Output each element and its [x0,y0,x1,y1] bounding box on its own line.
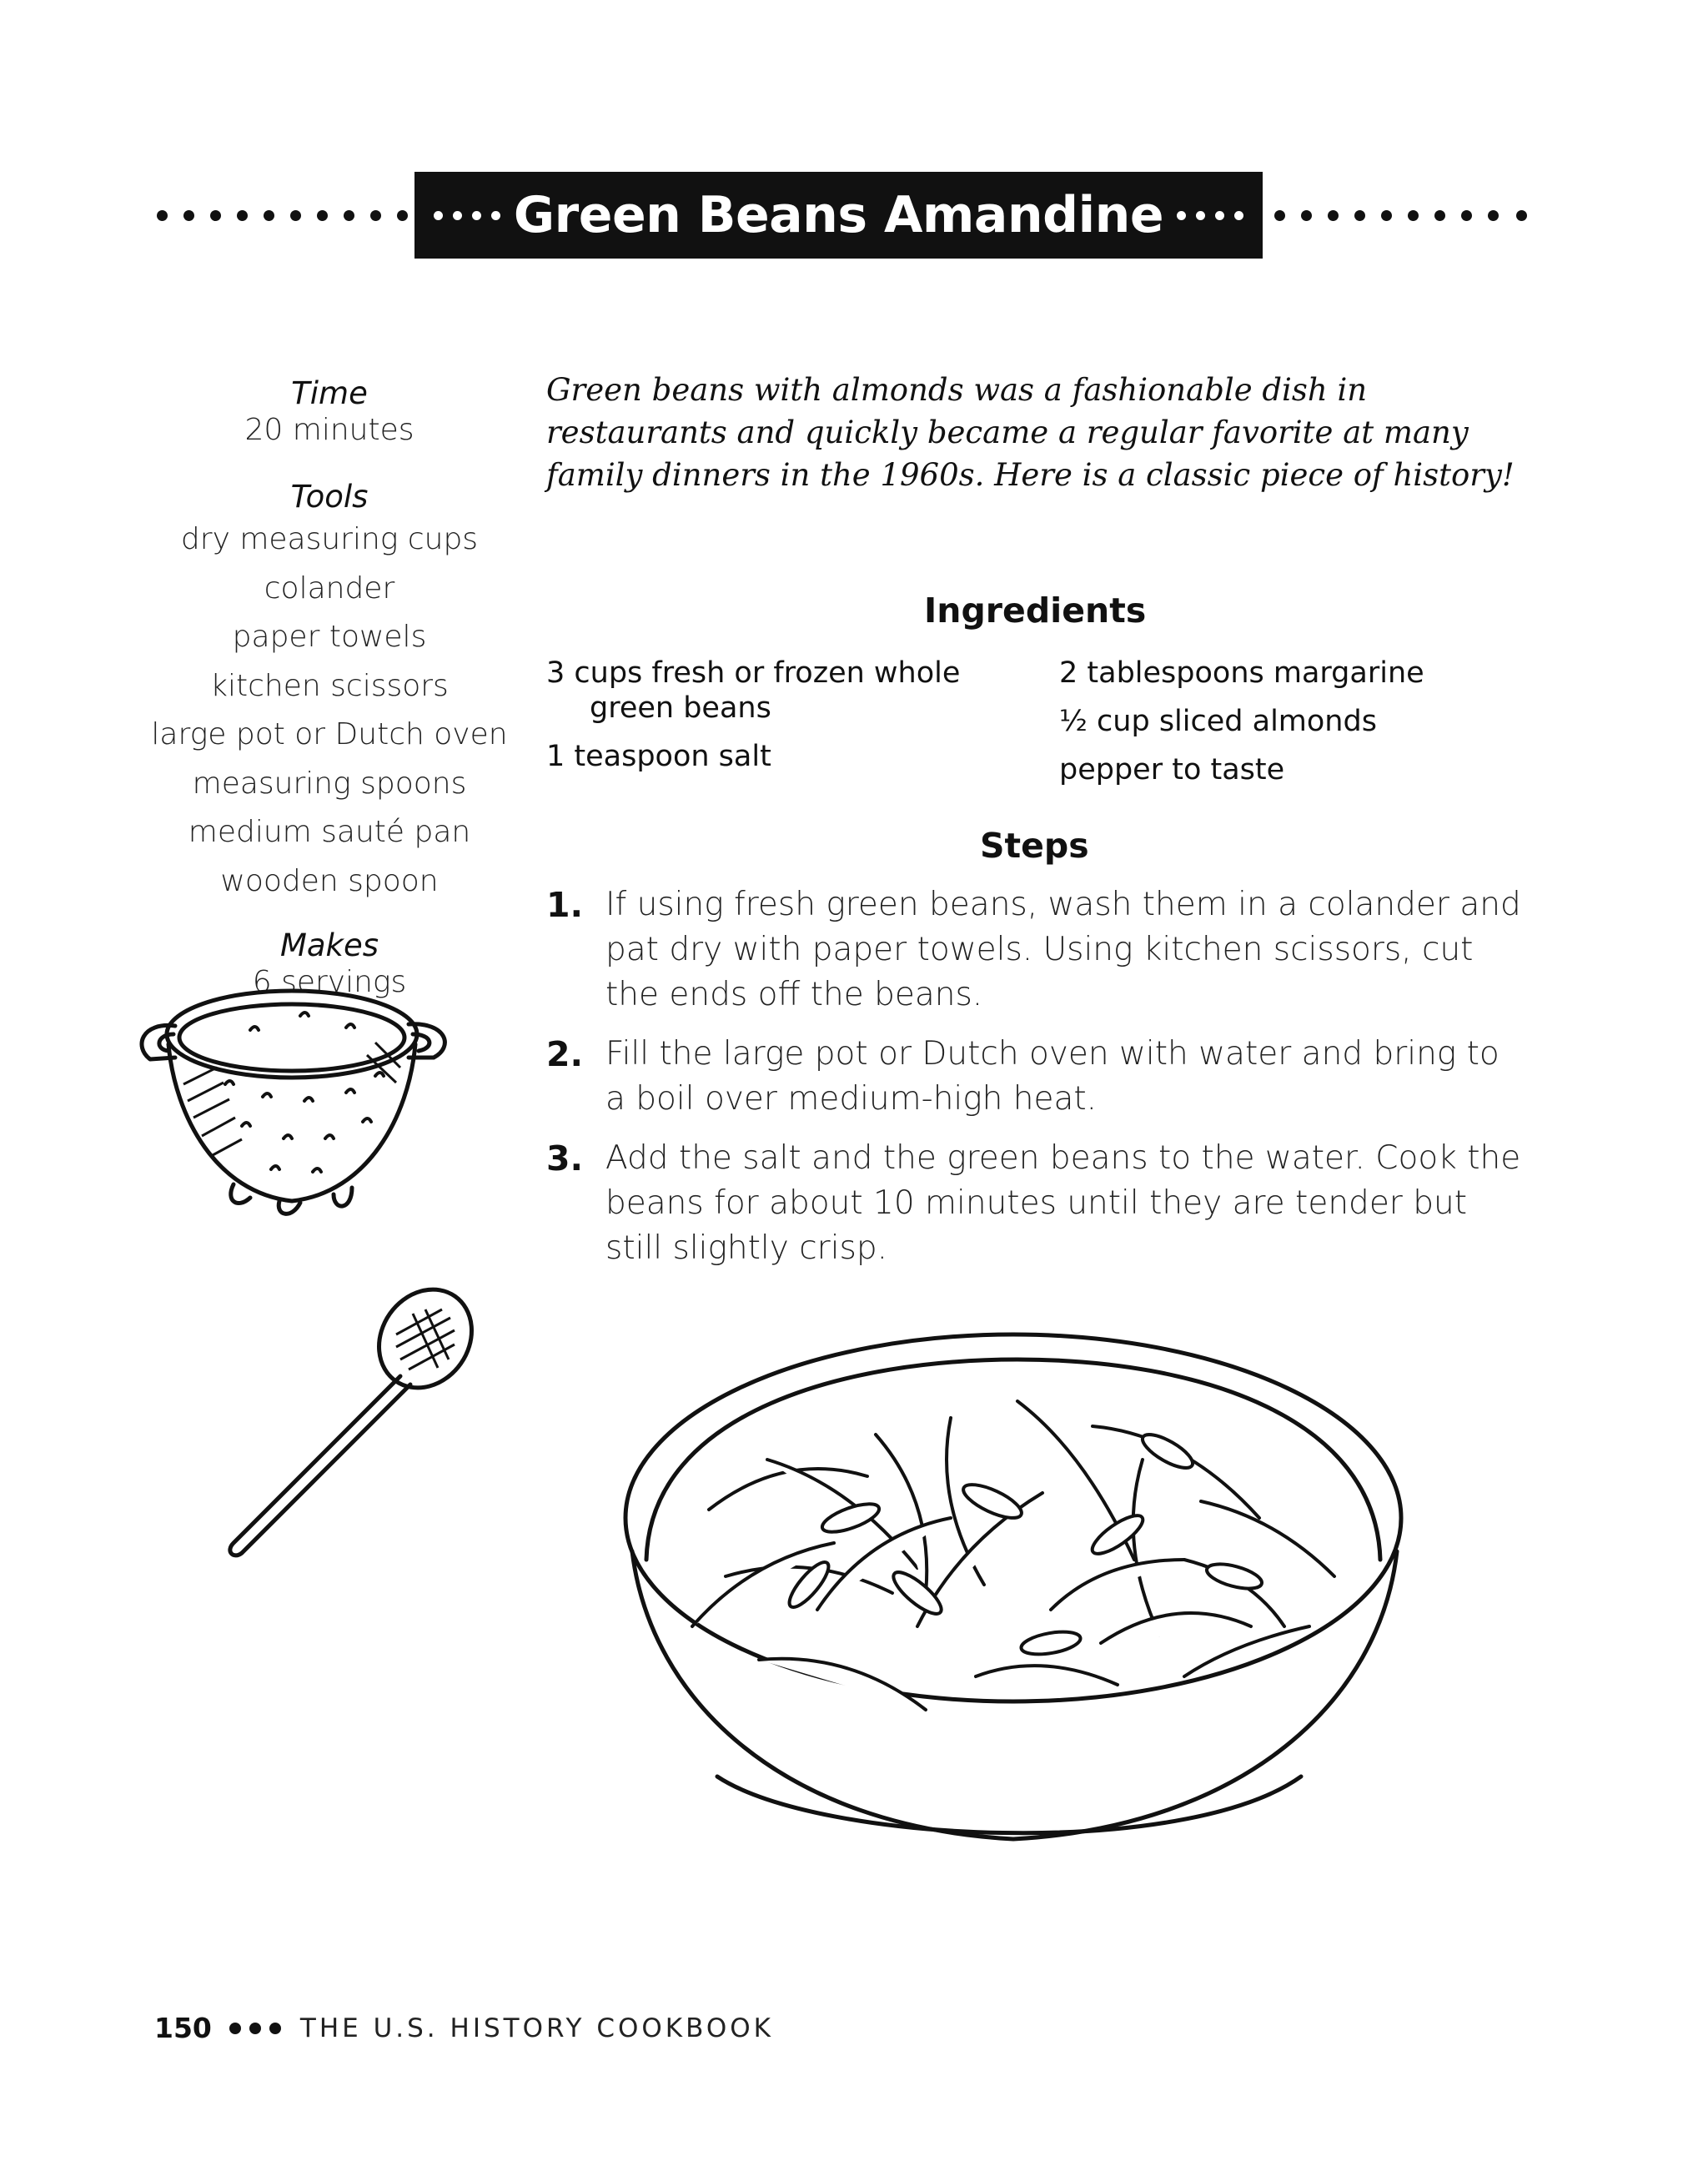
ingredient-item: 2 tablespoons margarine [1059,656,1424,690]
step-number: 3. [546,1138,584,1178]
time-label: Time [291,375,368,411]
steps-heading: Steps [980,826,1089,866]
step-item [546,1136,1526,1271]
step-text: Add the salt and the green beans to the water. Cook the beans for about 10 minutes until they are tender but still slightly crisp. [605,1139,1521,1267]
step-number: 2. [546,1034,584,1074]
intro-paragraph: Green beans with almonds was a fashionable dish in restaurants and quickly became a regular favorite at many family dinners in the 1960s. Here is a classic piece of history! [546,372,1515,493]
tool-item: medium sauté pan [188,815,471,849]
step-item [546,882,1526,1018]
tool-item: paper towels [232,620,427,654]
tool-item: kitchen scissors [210,668,449,703]
step-number: 1. [546,885,584,925]
recipe-sidebar [142,375,517,1001]
step-text: If using fresh green beans, wash them in a colander and pat dry with paper towels. Using kitchen scissors, cut the ends off the beans. [605,886,1521,1013]
steps-list [546,882,1526,1285]
step-item [546,1032,1526,1122]
tool-item: colander [264,570,395,606]
step-text: Fill the large pot or Dutch oven with water and bring to a boil over medium-high heat. [605,1035,1500,1118]
tool-item: measuring spoons [192,766,467,801]
tool-item: large pot or Dutch oven [151,717,508,751]
ingredients-left-column [546,656,980,787]
tool-item: wooden spoon [220,863,439,898]
title-band [0,172,1708,259]
title-text: Green Beans Amandine [513,186,1164,244]
book-title: THE U.S. HISTORY COOKBOOK [299,2013,774,2043]
wooden-spoon-illustration [217,1276,492,1560]
tool-item: dry measuring cups [180,522,479,556]
footer-dots [225,2023,285,2034]
left-dot-rule [157,210,407,222]
colander-illustration [125,951,475,1318]
page-number: 150 [154,2012,212,2044]
time-value: 20 minutes [244,413,414,447]
makes-label: Makes [279,927,379,963]
ingredient-item: pepper to taste [1059,753,1285,787]
ingredient-item: 1 teaspoon salt [546,740,771,773]
tools-label: Tools [290,479,369,515]
ingredient-item: ½ cup sliced almonds [1059,705,1377,738]
makes-value: 6 servings [252,965,407,999]
page-footer [154,2012,774,2044]
ingredients-right-column [1059,656,1526,801]
page-title [414,172,1263,259]
ingredient-item: 3 cups fresh or frozen whole green beans [546,656,961,725]
tools-list [142,515,517,906]
right-dot-rule [1274,210,1533,222]
green-beans-bowl-illustration [600,1309,1434,1910]
ingredients-heading: Ingredients [924,591,1147,631]
